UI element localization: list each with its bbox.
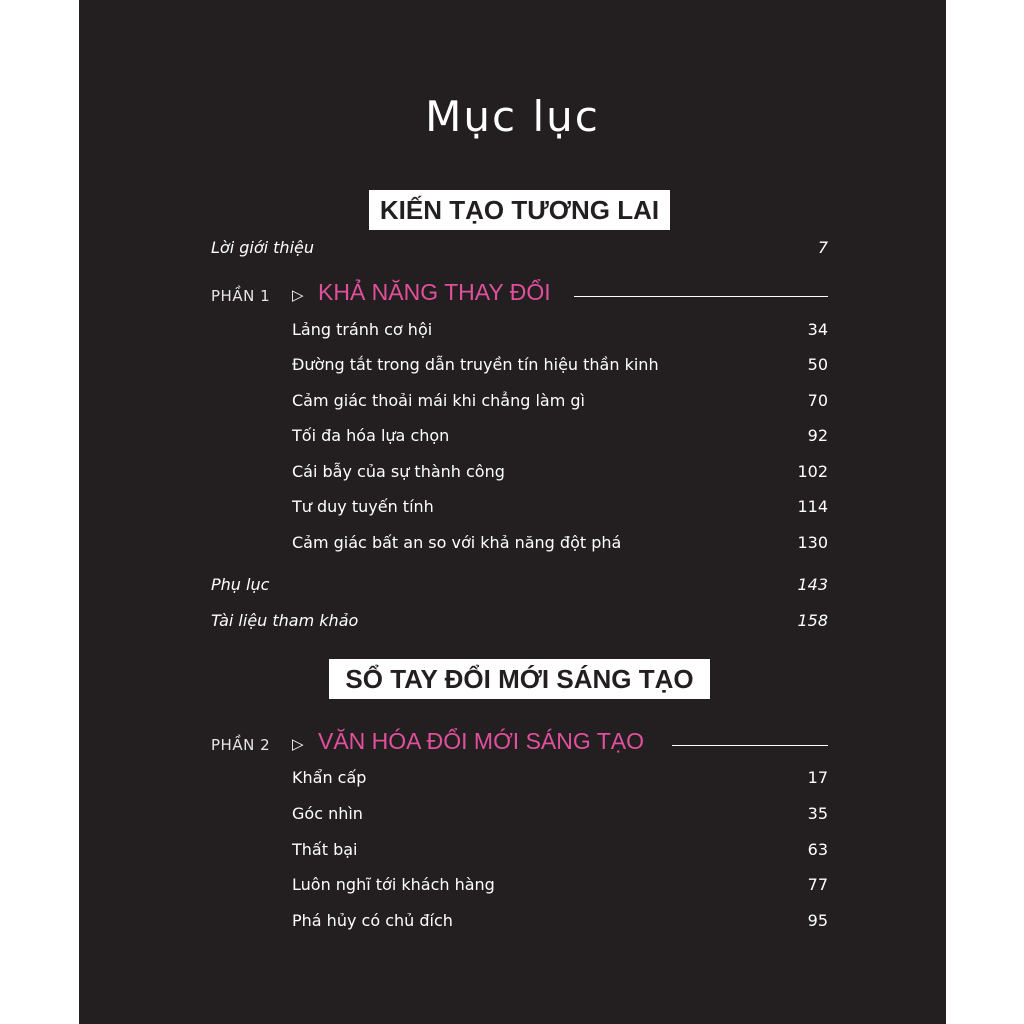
toc-entry[interactable]: [292, 460, 828, 484]
toc-entry[interactable]: [292, 531, 828, 555]
toc-entry[interactable]: [292, 353, 828, 377]
divider-rule: [672, 745, 828, 746]
toc-entry[interactable]: [292, 318, 828, 342]
toc-entry-page: 77: [807, 875, 828, 894]
part-title: VĂN HÓA ĐỔI MỚI SÁNG TẠO: [318, 728, 645, 754]
toc-entry[interactable]: [292, 802, 828, 826]
toc-entry[interactable]: [292, 766, 828, 790]
part-heading-1: [211, 281, 828, 313]
toc-entry-label: Thất bại: [292, 840, 358, 859]
part-label: PHẦN 1: [211, 287, 271, 305]
page-title: Mục lục: [425, 92, 600, 141]
toc-entry-page: 35: [807, 804, 828, 823]
toc-entry-page: 7: [817, 238, 828, 257]
toc-entry-page: 130: [797, 533, 828, 552]
toc-entry[interactable]: [292, 424, 828, 448]
toc-entry-label: Tối đa hóa lựa chọn: [292, 426, 450, 445]
toc-entry-page: 143: [797, 575, 828, 594]
toc-entry-page: 70: [807, 391, 828, 410]
toc-entry-label: Khẩn cấp: [292, 768, 367, 787]
toc-entry-label: Luôn nghĩ tới khách hàng: [292, 875, 495, 894]
toc-entry-label: Cảm giác bất an so với khả năng đột phá: [292, 533, 622, 552]
toc-entry-page: 34: [807, 320, 828, 339]
toc-entry-label: Phụ lục: [211, 575, 270, 594]
toc-entry-label: Đường tắt trong dẫn truyền tín hiệu thần kinh: [292, 355, 659, 374]
triangle-right-icon: ▷: [292, 286, 304, 304]
toc-entry-appendix[interactable]: [211, 573, 828, 597]
triangle-right-icon: ▷: [292, 735, 304, 753]
toc-entry[interactable]: [292, 389, 828, 413]
toc-entry-label: Cái bẫy của sự thành công: [292, 462, 505, 481]
toc-entry-page: 114: [797, 497, 828, 516]
toc-entry-label: Lảng tránh cơ hội: [292, 320, 433, 339]
toc-entry-label: Góc nhìn: [292, 804, 363, 823]
section-banner-1: KIẾN TẠO TƯƠNG LAI: [369, 190, 670, 230]
toc-entry-page: 158: [797, 611, 828, 630]
section-banner-2: SỔ TAY ĐỔI MỚI SÁNG TẠO: [329, 659, 710, 699]
toc-entry-references[interactable]: [211, 609, 828, 633]
toc-entry-page: 63: [807, 840, 828, 859]
part-heading-2: [211, 730, 828, 762]
toc-entry[interactable]: [292, 838, 828, 862]
toc-entry-label: Tài liệu tham khảo: [211, 611, 359, 630]
toc-entry[interactable]: [292, 873, 828, 897]
toc-entry[interactable]: [292, 909, 828, 933]
toc-entry-intro[interactable]: [211, 236, 828, 260]
toc-entry-label: Lời giới thiệu: [211, 238, 314, 257]
toc-entry[interactable]: [292, 495, 828, 519]
toc-entry-page: 95: [807, 911, 828, 930]
toc-entry-label: Tư duy tuyến tính: [292, 497, 434, 516]
toc-entry-page: 102: [797, 462, 828, 481]
toc-entry-page: 17: [807, 768, 828, 787]
divider-rule: [574, 296, 828, 297]
toc-entry-page: 50: [807, 355, 828, 374]
part-label: PHẦN 2: [211, 736, 271, 754]
toc-entry-label: Phá hủy có chủ đích: [292, 911, 453, 930]
part-title: KHẢ NĂNG THAY ĐỔI: [318, 279, 551, 305]
toc-page: [79, 0, 946, 1024]
toc-entry-label: Cảm giác thoải mái khi chẳng làm gì: [292, 391, 585, 410]
toc-entry-page: 92: [807, 426, 828, 445]
